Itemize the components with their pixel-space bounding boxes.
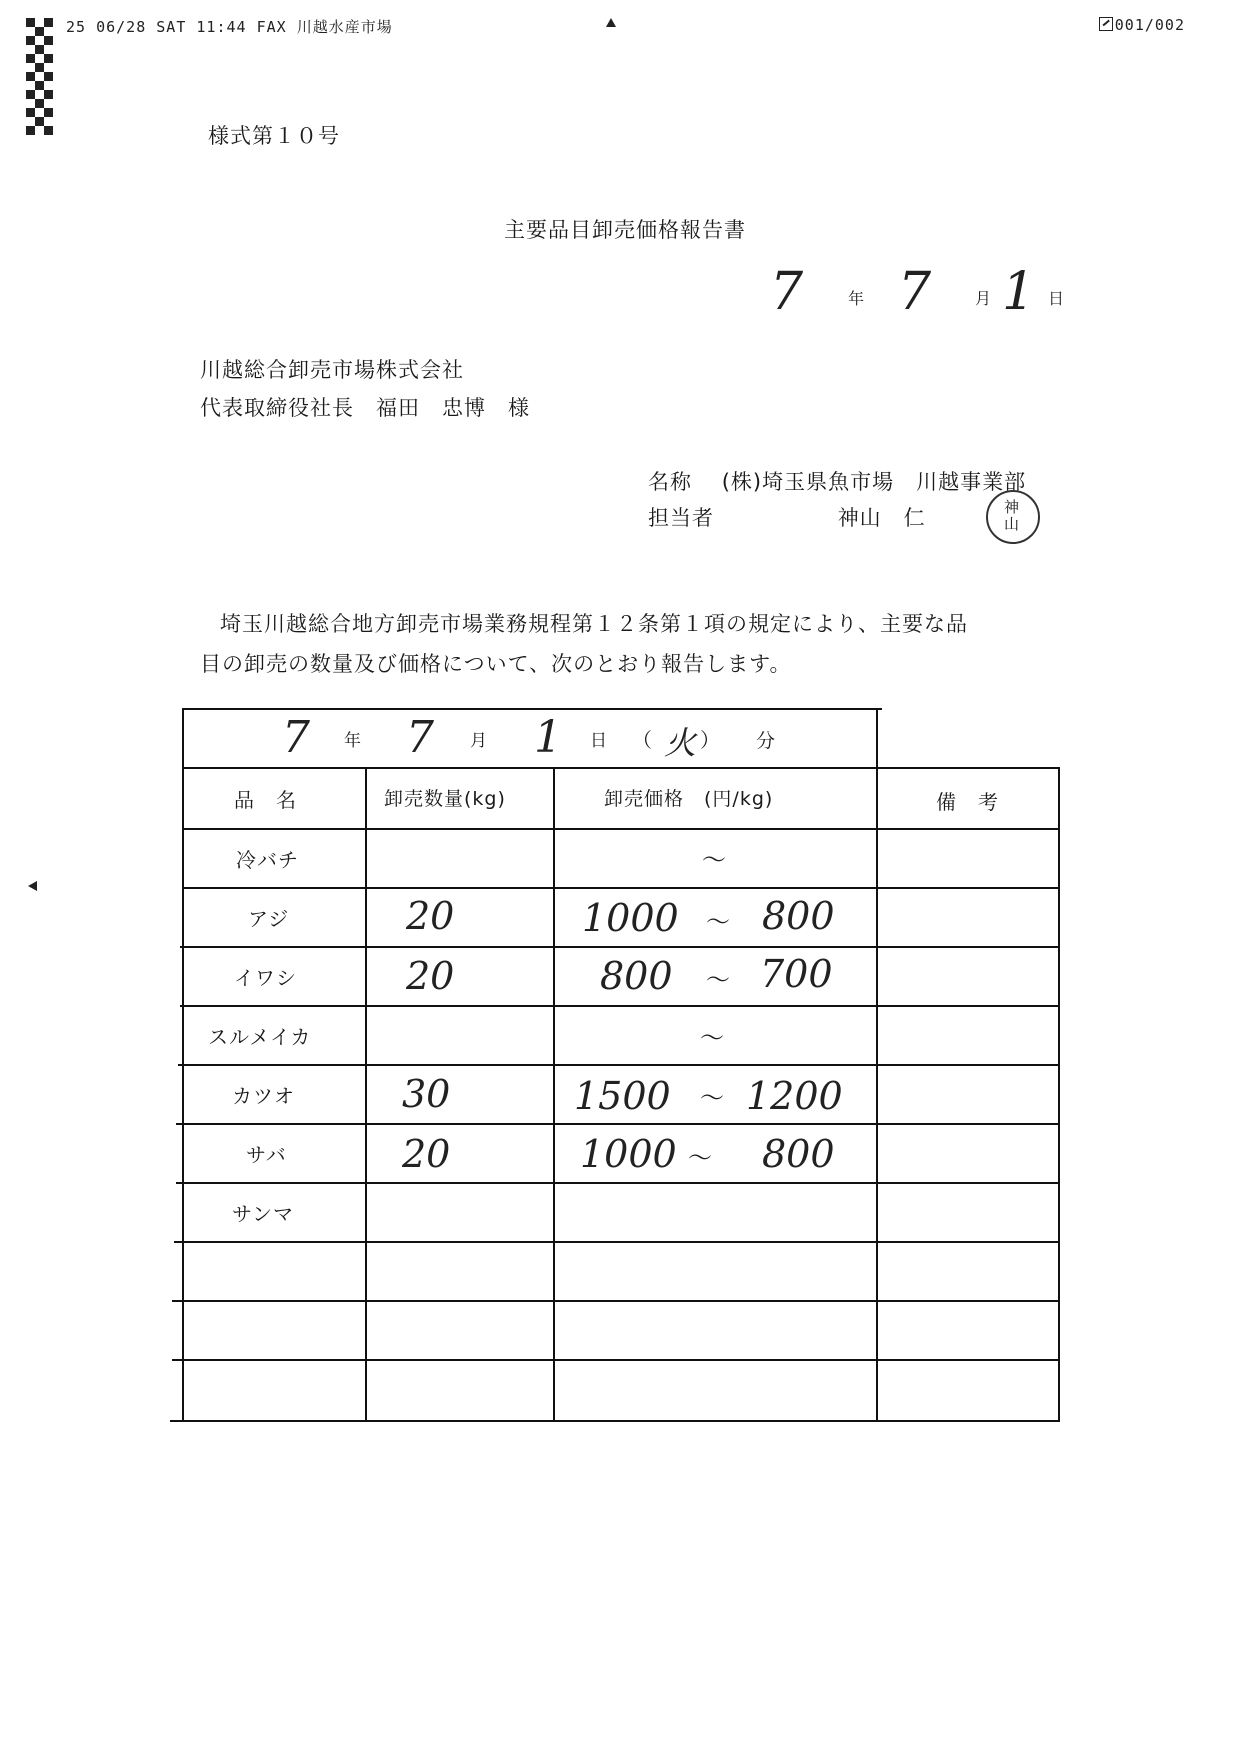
table-date-weekday-open: （ (632, 728, 653, 752)
row-item: カツオ (232, 1084, 295, 1108)
sender-name-row (648, 466, 1026, 496)
body-line-2: 目の卸売の数量及び価格について、次のとおり報告します。 (200, 652, 792, 676)
row-quantity: 30 (402, 1072, 451, 1116)
table-row-divider (174, 1241, 1060, 1243)
row-item: サバ (246, 1143, 287, 1167)
table-row-divider (172, 1359, 1060, 1361)
report-body (200, 604, 1070, 684)
triangle-up-icon (606, 18, 616, 27)
row-item: 冷バチ (236, 848, 299, 872)
sender-name-label: 名称 (648, 470, 692, 494)
table-right-border (1058, 767, 1060, 1422)
price-report-table (170, 708, 1060, 1430)
sender-person-label: 担当者 (648, 506, 714, 530)
row-item: スルメイカ (208, 1025, 312, 1049)
table-col-divider (553, 767, 555, 1422)
addressee-representative: 代表取締役社長 福田 忠博 様 (200, 396, 530, 420)
table-col-divider (365, 767, 367, 1422)
report-date-month: 7 (898, 262, 932, 322)
fax-box-icon (1099, 17, 1113, 31)
row-quantity: 20 (406, 954, 455, 998)
table-date-weekday-close: ） (700, 728, 721, 752)
table-header-top-border (182, 767, 1060, 769)
row-price-low: 1200 (746, 1074, 843, 1118)
table-date-year: 7 (282, 712, 310, 763)
form-number: 様式第１０号 (208, 124, 340, 148)
report-date (770, 262, 1070, 326)
row-price-high: 1000 (582, 896, 679, 940)
row-price-separator: ～ (706, 908, 730, 936)
row-price-low: 800 (762, 894, 835, 938)
row-item: サンマ (232, 1202, 294, 1226)
report-date-day-unit: 日 (1048, 289, 1065, 308)
table-row-divider (182, 887, 1060, 889)
header-price: 卸売価格 (円/kg) (604, 788, 774, 810)
table-date-month: 7 (406, 712, 434, 763)
table-date-day-unit: 日 (590, 731, 608, 751)
table-date-year-unit: 年 (344, 731, 362, 751)
document-title: 主要品目卸売価格報告書 (504, 218, 746, 242)
row-quantity: 20 (402, 1132, 451, 1176)
report-date-month-unit: 月 (975, 289, 992, 308)
table-top-border (182, 708, 882, 710)
fax-checker-mark (26, 18, 62, 136)
fax-page-counter (1099, 16, 1185, 34)
row-price-separator: ～ (700, 1084, 724, 1112)
header-remarks: 備 考 (936, 790, 999, 814)
row-price-high: 1000 (580, 1132, 677, 1176)
sender-name: (株)埼玉県魚市場 川越事業部 (721, 470, 1027, 494)
table-row-divider (176, 1182, 1060, 1184)
triangle-left-icon (28, 881, 37, 891)
seal-char-2: 山 (1004, 515, 1020, 533)
table-row-divider (178, 1064, 1060, 1066)
row-item: イワシ (234, 966, 297, 990)
row-price-low: 800 (762, 1132, 835, 1176)
row-price-separator: ～ (702, 846, 726, 874)
table-left-border (182, 708, 184, 1422)
table-date-suffix: 分 (756, 730, 777, 752)
personal-seal-stamp (986, 490, 1040, 544)
table-col-divider (876, 708, 878, 1422)
report-date-year: 7 (770, 262, 804, 322)
row-price-separator: ～ (688, 1144, 712, 1172)
row-quantity: 20 (406, 894, 455, 938)
row-price-separator: ～ (706, 966, 730, 994)
table-header-bottom-border (182, 828, 1060, 830)
table-row-divider (180, 1005, 1060, 1007)
addressee-company: 川越総合卸売市場株式会社 (200, 358, 464, 382)
table-date-weekday: 火 (664, 724, 697, 762)
sender-person: 神山 仁 (837, 506, 926, 530)
table-date-month-unit: 月 (470, 731, 488, 751)
table-row-divider (176, 1123, 1060, 1125)
table-bottom-border (170, 1420, 1060, 1422)
header-item: 品 名 (234, 788, 297, 812)
row-price-low: 700 (760, 952, 833, 996)
sender-person-row (648, 502, 926, 532)
table-row-divider (180, 946, 1060, 948)
seal-char-1: 神 (1004, 498, 1020, 516)
row-price-high: 800 (600, 954, 673, 998)
header-quantity: 卸売数量(kg) (384, 788, 506, 810)
report-date-day: 1 (1002, 262, 1036, 322)
row-item: アジ (248, 907, 290, 931)
body-line-1: 埼玉川越総合地方卸売市場業務規程第１２条第１項の規定により、主要な品 (220, 612, 968, 636)
fax-header-line: 25 06/28 SAT 11:44 FAX 川越水産市場 (66, 18, 393, 36)
row-price-high: 1500 (574, 1074, 671, 1118)
report-date-year-unit: 年 (848, 289, 865, 308)
table-row-divider (172, 1300, 1060, 1302)
fax-page-number: 001/002 (1114, 16, 1185, 34)
table-date-day: 1 (534, 712, 562, 763)
row-price-separator: ～ (700, 1024, 724, 1052)
